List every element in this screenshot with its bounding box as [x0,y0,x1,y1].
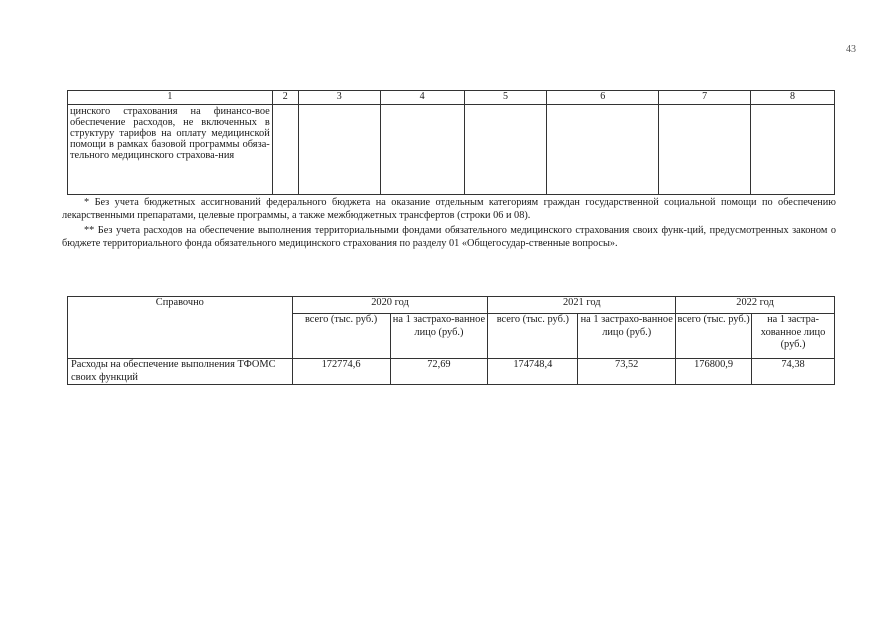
table-cell-empty [751,105,835,195]
column-number: 4 [380,91,464,105]
year-header-row [68,297,835,314]
subheader: на 1 застрахо-ванное лицо (руб.) [390,314,488,359]
footnote-federal-budget: * Без учета бюджетных ассигнований федерального бюджета на оказание отдельным категориям граждан государственной социальной помощи по обеспечению лекарственными препаратами, целевые программы, а также межбюджетных трансфертов (строки 06 и 08). [62,197,836,222]
year-header: 2020 год [292,297,488,314]
column-number: 8 [751,91,835,105]
reference-label: Справочно [68,297,293,359]
table-row [68,359,835,385]
column-number: 2 [272,91,298,105]
subheader: всего (тыс. руб.) [676,314,752,359]
table-cell-empty [380,105,464,195]
table-cell: 176800,9 [676,359,752,385]
row-description: цинского страхования на финансо-вое обеспечение расходов, не включенных в структуру тарифов на оплату медицинской помощи в рамках базовой программы обяза-тельного медицинского страхова-ния [68,105,273,195]
table-cell: 172774,6 [292,359,390,385]
table-cell: 174748,4 [488,359,578,385]
subheader: на 1 застрахо-ванное лицо (руб.) [578,314,676,359]
column-number-row [68,91,835,105]
column-number: 5 [464,91,547,105]
table-cell-empty [298,105,380,195]
table-row [68,105,835,195]
year-header: 2021 год [488,297,676,314]
page-number: 43 [846,44,856,55]
column-number: 7 [659,91,751,105]
table-cell-empty [464,105,547,195]
year-header: 2022 год [676,297,835,314]
table-cell: 74,38 [752,359,835,385]
table-cell: 72,69 [390,359,488,385]
column-number: 3 [298,91,380,105]
table-cell: 73,52 [578,359,676,385]
subheader: всего (тыс. руб.) [292,314,390,359]
table-cell-empty [659,105,751,195]
footnote-tfoms-expenses: ** Без учета расходов на обеспечение выполнения территориальными фондами обязательного медицинского страхования своих функ-ций, предусмотренных законом о бюджете территориального фонда обязательного медицинского страхования по разделу 01 «Общегосудар-ственные вопросы». [62,225,836,250]
table-cell-empty [272,105,298,195]
column-number: 6 [547,91,659,105]
subheader: на 1 застра-хованное лицо (руб.) [752,314,835,359]
reference-table [67,296,835,385]
table-cell-empty [547,105,659,195]
row-label: Расходы на обеспечение выполнения ТФОМС своих функций [68,359,293,385]
column-number: 1 [68,91,273,105]
expenses-table [67,90,835,195]
subheader: всего (тыс. руб.) [488,314,578,359]
